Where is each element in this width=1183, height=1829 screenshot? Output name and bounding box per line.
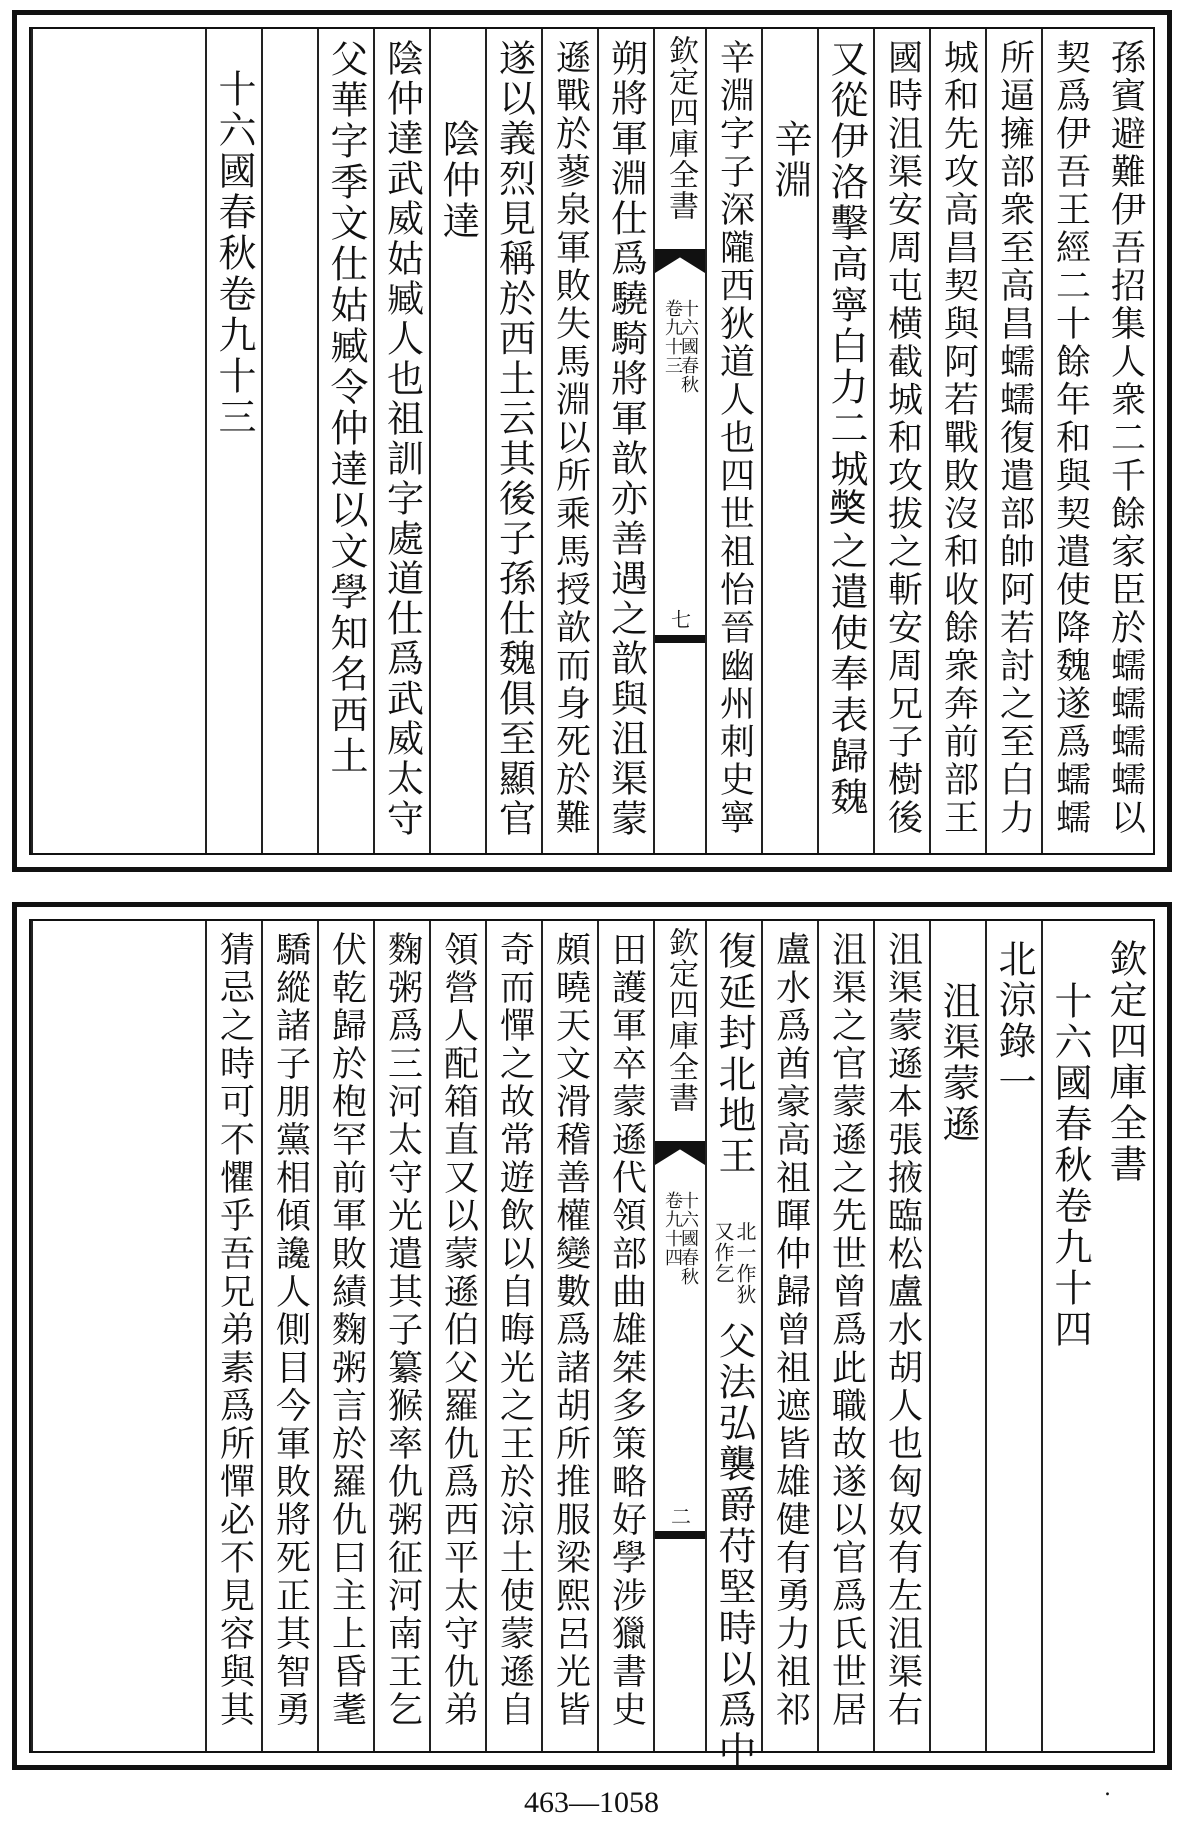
section-heading: 沮渠蒙遜 — [936, 981, 980, 1145]
text-column — [205, 921, 261, 1751]
text-column — [373, 29, 429, 853]
corner-mark: . — [1104, 1776, 1111, 1801]
page-footer-number: 463—1058 — [524, 1786, 659, 1819]
lower-text-frame — [29, 919, 1155, 1772]
text-column — [817, 29, 873, 853]
text-column — [705, 29, 761, 853]
spine-page-number: 七 — [667, 609, 692, 629]
spine-book-title: 十六國春秋 — [678, 299, 699, 394]
text-column — [485, 29, 541, 853]
section-heading-column — [929, 921, 985, 1751]
text-column — [317, 921, 373, 1751]
section-heading-column — [761, 29, 817, 853]
chapter-title: 北涼錄一 — [992, 939, 1036, 1103]
spine-title: 欽定四庫全書 — [663, 35, 698, 221]
lower-page — [12, 902, 1172, 1770]
section-heading: 陰仲達 — [436, 119, 480, 242]
column-text: 陰仲達武威姑臧人也祖訓字處道仕爲武威太守 — [380, 39, 424, 839]
text-column — [761, 921, 817, 1751]
section-heading: 辛淵 — [768, 119, 812, 201]
text-column-with-notes — [705, 921, 761, 1772]
column-text-continued: 父法弘襲爵苻堅時以爲中 — [712, 1321, 756, 1772]
text-column — [929, 29, 985, 853]
text-column — [541, 921, 597, 1751]
margin-column — [31, 29, 205, 853]
column-text: 猜忌之時可不懼乎吾兄弟素爲所憚必不見容與其 — [214, 931, 255, 1729]
column-text: 朔將軍淵仕爲驍騎將軍歆亦善遇之歆與沮渠蒙 — [604, 39, 648, 839]
column-text: 辛淵字子深隴西狄道人也四世祖怡晉幽州刺史寧 — [714, 39, 755, 837]
column-text: 領營人配箱直又以蒙遜伯父羅仇爲西平太守仇弟 — [438, 931, 479, 1729]
column-text: 盧水爲酋豪高祖暉仲歸曾祖遮皆雄健有勇力祖祁 — [770, 931, 811, 1729]
column-text: 又從伊洛擊高寧白力二城𡚁之遣使奉表歸魏 — [824, 39, 868, 818]
column-text: 驕縱諸子朋黨相傾讒人側目今軍敗將死正其智勇 — [270, 931, 311, 1729]
empty-column — [261, 29, 317, 853]
text-column — [873, 921, 929, 1751]
spine-title: 欽定四庫全書 — [663, 927, 698, 1113]
column-text: 復延封北地王 — [712, 931, 756, 1177]
text-column — [873, 29, 929, 853]
column-text: 頗曉天文滑稽善權變數爲諸胡所推服梁熙呂光皆 — [550, 931, 591, 1729]
annotation-note: 北一作狄 — [733, 1221, 757, 1305]
volume-end-title: 十六國春秋卷九十三 — [212, 69, 256, 438]
upper-page — [12, 10, 1172, 872]
spine-volume: 卷九十三 — [662, 299, 683, 375]
text-column — [261, 921, 317, 1751]
column-text: 沮渠蒙遜本張掖臨松盧水胡人也匈奴有左沮渠右 — [882, 931, 923, 1729]
book-title: 欽定四庫全書 — [1103, 939, 1147, 1185]
spine-bar — [655, 1531, 705, 1539]
text-column — [1041, 29, 1097, 853]
volume-title-column — [1041, 921, 1097, 1751]
book-title-column — [1097, 921, 1153, 1751]
column-text: 孫賓避難伊吾招集人衆二千餘家臣於蠕蠕蠕蠕以 — [1105, 39, 1146, 837]
column-text: 所逼擁部衆至高昌蠕蠕復遣部帥阿若討之至白力 — [994, 39, 1035, 837]
chapter-title-column — [985, 921, 1041, 1751]
text-column — [317, 29, 373, 853]
column-text: 契爲伊吾王經二十餘年和與契遣使降魏遂爲蠕蠕 — [1050, 39, 1091, 837]
column-text: 父華字季文仕姑臧令仲達以文學知名西土 — [324, 39, 368, 777]
fish-tail-mark — [655, 249, 705, 273]
column-text: 麴粥爲三河太守光遣其子纂𤠣率仇粥征河南王乞 — [382, 931, 423, 1729]
column-text: 遜戰於蓼泉軍敗失馬淵以所乘馬授歆而身死於難 — [550, 39, 591, 837]
volume-end-column — [205, 29, 261, 853]
spine-page-number: 二 — [667, 1506, 692, 1526]
text-column — [373, 921, 429, 1751]
text-column — [597, 921, 653, 1751]
column-text: 奇而憚之故常遊飲以自晦光之王於涼土使蒙遜自 — [494, 931, 535, 1729]
column-text: 伏乾歸於枹罕前軍敗績麴粥言於羅仇曰主上昏耄 — [326, 931, 367, 1729]
column-text: 城和先攻高昌契與阿若戰敗沒和收餘衆奔前部王 — [938, 39, 979, 837]
text-column — [429, 921, 485, 1751]
spine-bar — [655, 635, 705, 643]
column-text: 田護軍卒蒙遜代領部曲雄桀多策略好學涉獵書史 — [606, 931, 647, 1729]
margin-column — [31, 921, 205, 1751]
spine-book-title: 十六國春秋 — [678, 1191, 699, 1286]
spine-column — [653, 921, 705, 1751]
column-text: 國時沮渠安周屯横截城和攻拔之斬安周兄子樹後 — [882, 39, 923, 837]
column-text: 遂以義烈見稱於西土云其後子孫仕魏俱至顯官 — [492, 39, 536, 839]
fish-tail-mark — [655, 1141, 705, 1165]
column-text: 沮渠之官蒙遜之先世曾爲此職故遂以官爲氏世居 — [826, 931, 867, 1729]
text-column — [597, 29, 653, 853]
annotation-note: 又作乞 — [711, 1221, 735, 1284]
spine-volume: 卷九十四 — [662, 1191, 683, 1267]
text-column — [485, 921, 541, 1751]
text-column — [1097, 29, 1153, 853]
volume-title: 十六國春秋卷九十四 — [1048, 981, 1092, 1350]
section-heading-column — [429, 29, 485, 853]
upper-text-frame — [29, 27, 1155, 855]
text-column — [817, 921, 873, 1751]
text-column — [985, 29, 1041, 853]
text-column — [541, 29, 597, 853]
spine-column — [653, 29, 705, 853]
